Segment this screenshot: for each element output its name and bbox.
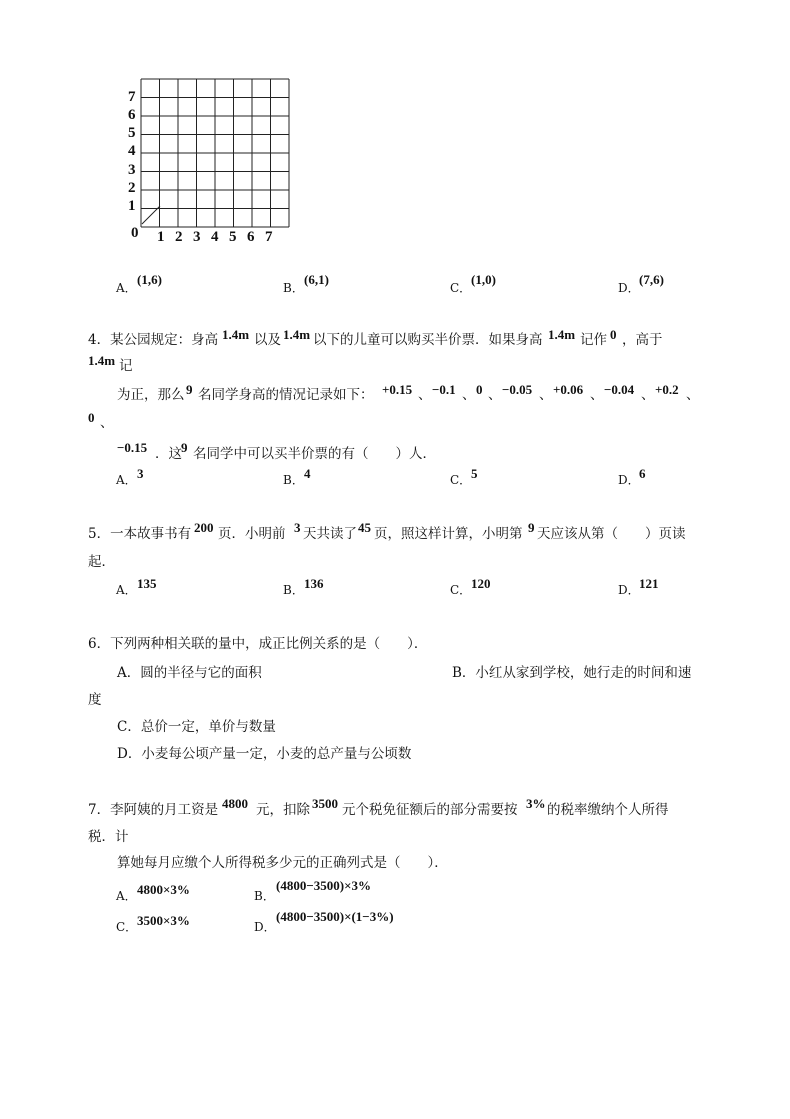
q4-math: −0.1 <box>432 382 456 397</box>
q5-text: 起． <box>88 554 115 570</box>
option-letter: D． <box>618 473 640 487</box>
q4-math: 0 <box>476 382 483 397</box>
q4-sep: 、 <box>641 387 655 403</box>
q4-math: 0 <box>610 327 617 342</box>
q4-text: 为正，那么 <box>117 387 185 403</box>
q6-option-c: C．总价一定，单价与数量 <box>117 719 276 735</box>
q4-math: −0.04 <box>604 382 635 397</box>
q7-text: 的税率缴纳个人所得 <box>547 802 669 818</box>
option-value: (1,0) <box>471 272 496 287</box>
x-label: 5 <box>229 229 237 245</box>
q4-text: ，高于 <box>622 332 663 348</box>
q5-math: 45 <box>358 520 371 535</box>
q4-math: −0.05 <box>502 382 533 397</box>
q4-text: 4．某公园规定：身高 <box>88 332 219 348</box>
q4-sep: 、 <box>539 387 553 403</box>
q5-math: 9 <box>528 520 535 535</box>
option-value: (1,6) <box>137 272 162 287</box>
option-letter: C． <box>116 920 138 934</box>
q5-text: 页．小明前 <box>218 526 286 542</box>
q4-sep: 、 <box>418 387 432 403</box>
option-value: (7,6) <box>639 272 664 287</box>
q5-text: 天共读了 <box>303 526 357 542</box>
origin-label: 0 <box>131 225 139 241</box>
q4-math: 0 <box>88 410 95 425</box>
option-value: 3 <box>137 466 144 481</box>
q4-math: 9 <box>181 440 188 455</box>
option-value: 5 <box>471 466 478 481</box>
option-value: 120 <box>471 576 491 591</box>
y-label: 1 <box>128 198 136 214</box>
q4-sep: 、 <box>590 387 604 403</box>
x-label: 1 <box>157 229 165 245</box>
q4-math: +0.2 <box>655 382 679 397</box>
q6-option-a: A．圆的半径与它的面积 <box>117 665 262 681</box>
q4-math: 1.4m <box>88 353 116 368</box>
x-label: 4 <box>211 229 219 245</box>
q4-math: 1.4m <box>222 327 250 342</box>
q6-option-b-cont: 度 <box>88 692 102 708</box>
option-letter: B． <box>283 473 304 487</box>
q6-option-b: B．小红从家到学校，她行走的时间和速 <box>452 665 692 681</box>
q4-sep: 、 <box>686 387 700 403</box>
q7-math: 3% <box>526 796 546 811</box>
x-label: 6 <box>247 229 255 245</box>
q4-math: +0.15 <box>382 382 413 397</box>
y-label: 6 <box>128 107 136 123</box>
q5-text: 页，照这样计算，小明第 <box>374 526 523 542</box>
q7-text: 税．计 <box>88 829 129 845</box>
option-letter: A． <box>116 473 137 487</box>
option-letter: B． <box>283 281 304 295</box>
y-label: 5 <box>128 125 136 141</box>
q4-text: 名同学中可以买半价票的有（ ）人． <box>193 446 436 462</box>
option-value: (4800−3500)×(1−3%) <box>276 909 394 924</box>
q4-math: +0.06 <box>553 382 584 397</box>
option-letter: B． <box>283 583 304 597</box>
option-value: 136 <box>304 576 324 591</box>
q4-sep: 、 <box>100 415 114 431</box>
option-value: 4 <box>304 466 311 481</box>
option-value: 4800×3% <box>137 882 190 897</box>
q4-text: ．这 <box>155 446 182 462</box>
q5-text: 5．一本故事书有 <box>88 526 192 542</box>
option-value: (6,1) <box>304 272 329 287</box>
option-value: 121 <box>639 576 659 591</box>
y-label: 3 <box>128 162 136 178</box>
q4-sep: 、 <box>488 387 502 403</box>
q4-math: 9 <box>186 382 193 397</box>
y-label: 4 <box>128 143 136 159</box>
q4-text: 记 <box>119 358 133 374</box>
option-value: 6 <box>639 466 646 481</box>
q4-text: 以下的儿童可以购买半价票．如果身高 <box>313 332 543 348</box>
q5-text: 天应该从第（ ）页读 <box>537 526 686 542</box>
option-letter: A． <box>116 889 137 903</box>
q6-option-d: D．小麦每公顷产量一定，小麦的总产量与公顷数 <box>117 746 412 762</box>
x-label: 7 <box>265 229 273 245</box>
option-letter: B． <box>254 889 275 903</box>
option-letter: A． <box>116 583 137 597</box>
q5-math: 200 <box>194 520 214 535</box>
option-value: 3500×3% <box>137 913 190 928</box>
option-letter: C． <box>450 583 472 597</box>
q4-text: 以及 <box>254 332 281 348</box>
y-label: 2 <box>128 180 136 196</box>
q7-math: 3500 <box>312 796 338 811</box>
q4-text: 名同学身高的情况记录如下： <box>198 387 374 403</box>
q7-text: 7．李阿姨的月工资是 <box>88 802 219 818</box>
option-letter: D． <box>618 281 640 295</box>
q4-math: −0.15 <box>117 440 148 455</box>
coordinate-grid <box>140 78 290 228</box>
option-letter: D． <box>618 583 640 597</box>
q6-stem: 6．下列两种相关联的量中，成正比例关系的是（ ）． <box>88 636 428 652</box>
y-label: 7 <box>128 89 136 105</box>
option-value: 135 <box>137 576 157 591</box>
q7-text: 元，扣除 <box>256 802 310 818</box>
q7-math: 4800 <box>222 796 248 811</box>
q7-text: 元个税免征额后的部分需要按 <box>342 802 518 818</box>
option-letter: A． <box>116 281 137 295</box>
option-letter: D． <box>254 920 276 934</box>
option-letter: C． <box>450 281 472 295</box>
x-label: 3 <box>193 229 201 245</box>
q5-math: 3 <box>294 520 301 535</box>
x-label: 2 <box>175 229 183 245</box>
q7-text: 算她每月应缴个人所得税多少元的正确列式是（ ）． <box>117 855 448 871</box>
q4-math: 1.4m <box>283 327 311 342</box>
q4-math: 1.4m <box>548 327 576 342</box>
q4-text: 记作 <box>580 332 607 348</box>
q4-sep: 、 <box>462 387 476 403</box>
option-value: (4800−3500)×3% <box>276 878 371 893</box>
option-letter: C． <box>450 473 472 487</box>
